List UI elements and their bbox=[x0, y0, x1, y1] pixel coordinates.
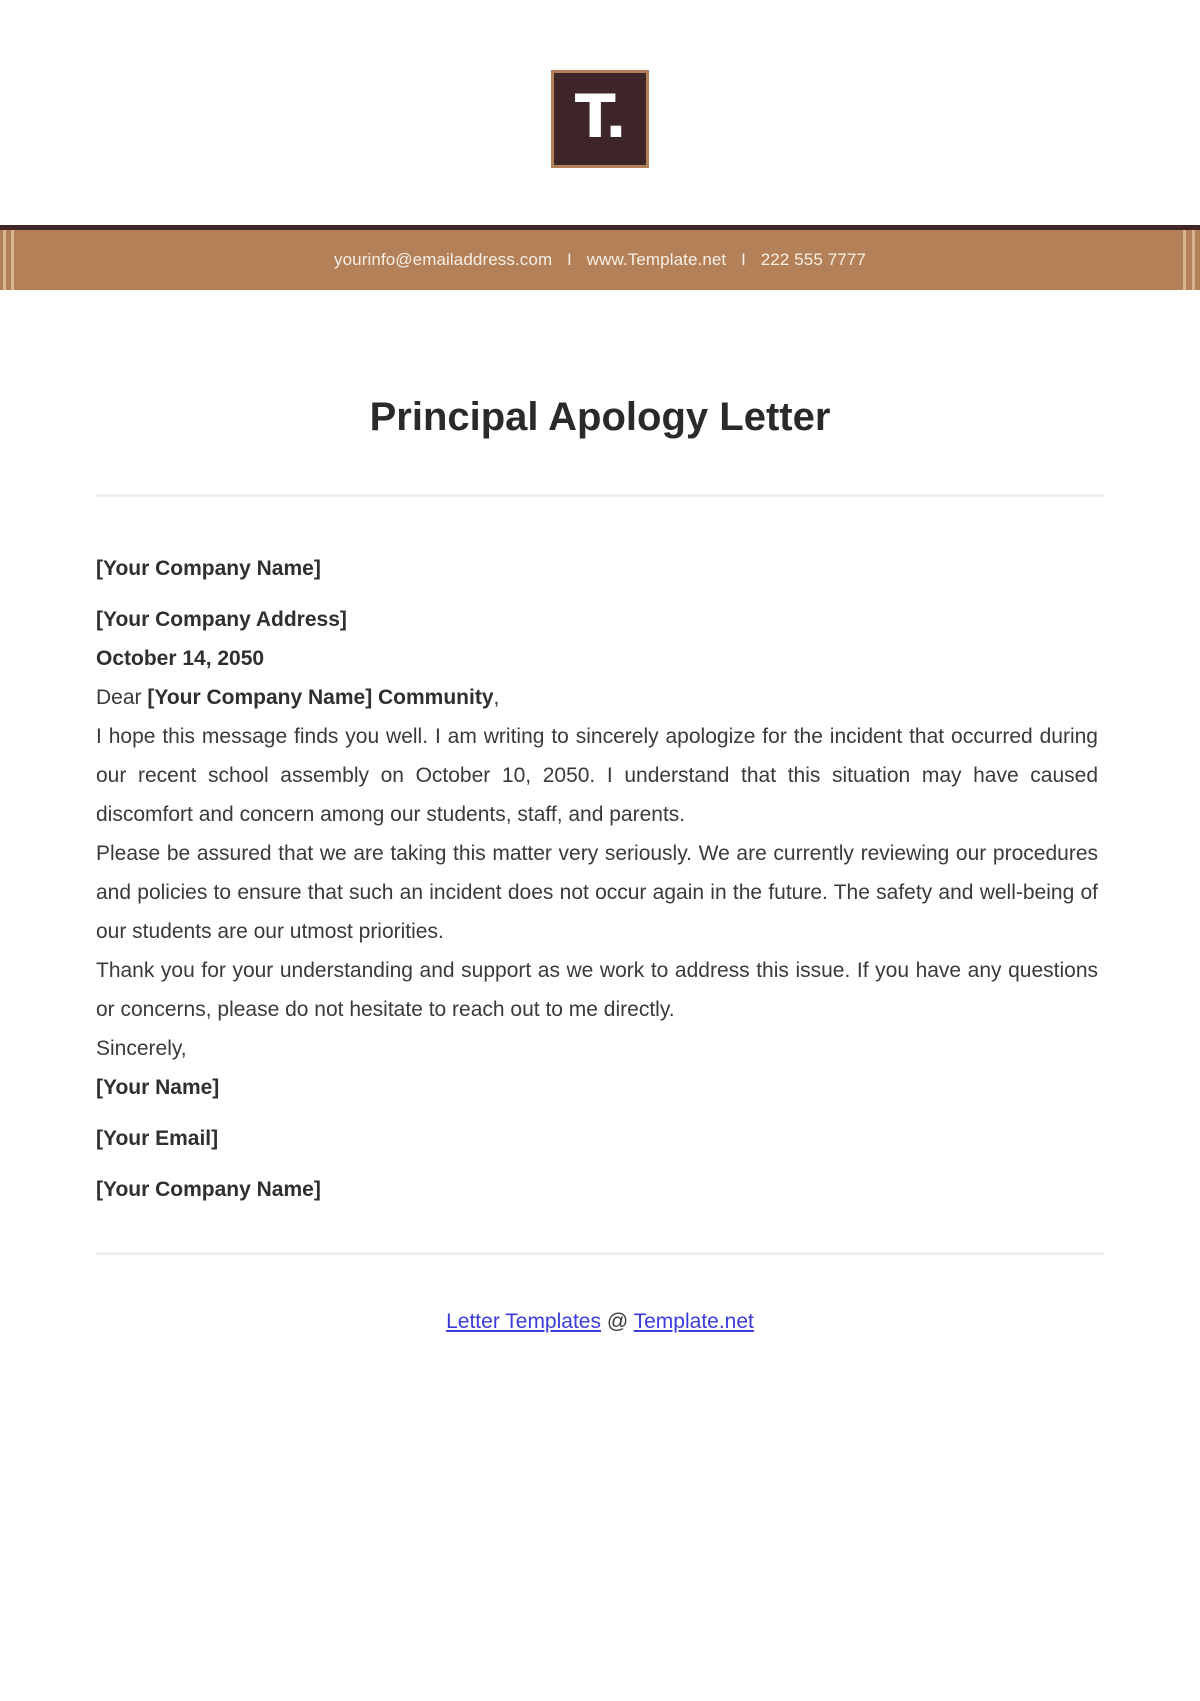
contact-website: www.Template.net bbox=[586, 250, 727, 269]
contact-phone: 222 555 7777 bbox=[760, 250, 866, 269]
signature-email: [Your Email] bbox=[96, 1127, 219, 1150]
contact-separator: I bbox=[741, 250, 746, 269]
contact-band bbox=[0, 230, 1200, 290]
band-stripe-right bbox=[1183, 230, 1186, 290]
footer-at: @ bbox=[606, 1310, 629, 1333]
greeting-recipient: [Your Company Name] Community bbox=[147, 686, 494, 709]
greeting-suffix: , bbox=[493, 686, 500, 709]
template-net-link[interactable]: Template.net bbox=[633, 1310, 754, 1333]
contact-separator: I bbox=[567, 250, 572, 269]
footer bbox=[0, 1310, 1200, 1334]
letter-templates-link[interactable]: Letter Templates bbox=[446, 1310, 601, 1333]
signature-company: [Your Company Name] bbox=[96, 1178, 321, 1201]
band-stripe-left bbox=[11, 230, 14, 290]
sender-company-name: [Your Company Name] bbox=[96, 557, 321, 580]
band-stripe-right bbox=[1192, 230, 1195, 290]
band-stripe-left bbox=[3, 230, 6, 290]
contact-info bbox=[334, 250, 866, 270]
letter-body bbox=[96, 549, 1098, 1209]
bottom-divider bbox=[96, 1252, 1104, 1255]
logo bbox=[551, 70, 649, 168]
body-paragraph-1: I hope this message finds you well. I am writing to sincerely apologize for the incident that occurred during our recent school assembly on October 10, 2050. I understand that this situation may have caused discomfort and concern among our students, staff, and parents. bbox=[96, 725, 1098, 826]
logo-text: T. bbox=[574, 82, 626, 152]
letter-date: October 14, 2050 bbox=[96, 647, 265, 670]
page-title: Principal Apology Letter bbox=[369, 395, 831, 439]
top-divider bbox=[96, 494, 1104, 497]
contact-email: yourinfo@emailaddress.com bbox=[334, 250, 553, 269]
greeting bbox=[96, 678, 1098, 717]
sender-company-address: [Your Company Address] bbox=[96, 608, 347, 631]
signature-name: [Your Name] bbox=[96, 1076, 220, 1099]
body-paragraph-2: Please be assured that we are taking this matter very seriously. We are currently reviewing our procedures and policies to ensure that such an incident does not occur again in the future. The safety and well-being of our students are our utmost priorities. bbox=[96, 842, 1098, 943]
closing: Sincerely, bbox=[96, 1037, 187, 1060]
greeting-prefix: Dear bbox=[96, 686, 142, 709]
body-paragraph-3: Thank you for your understanding and support as we work to address this issue. If you have any questions or concerns, please do not hesitate to reach out to me directly. bbox=[96, 959, 1098, 1021]
